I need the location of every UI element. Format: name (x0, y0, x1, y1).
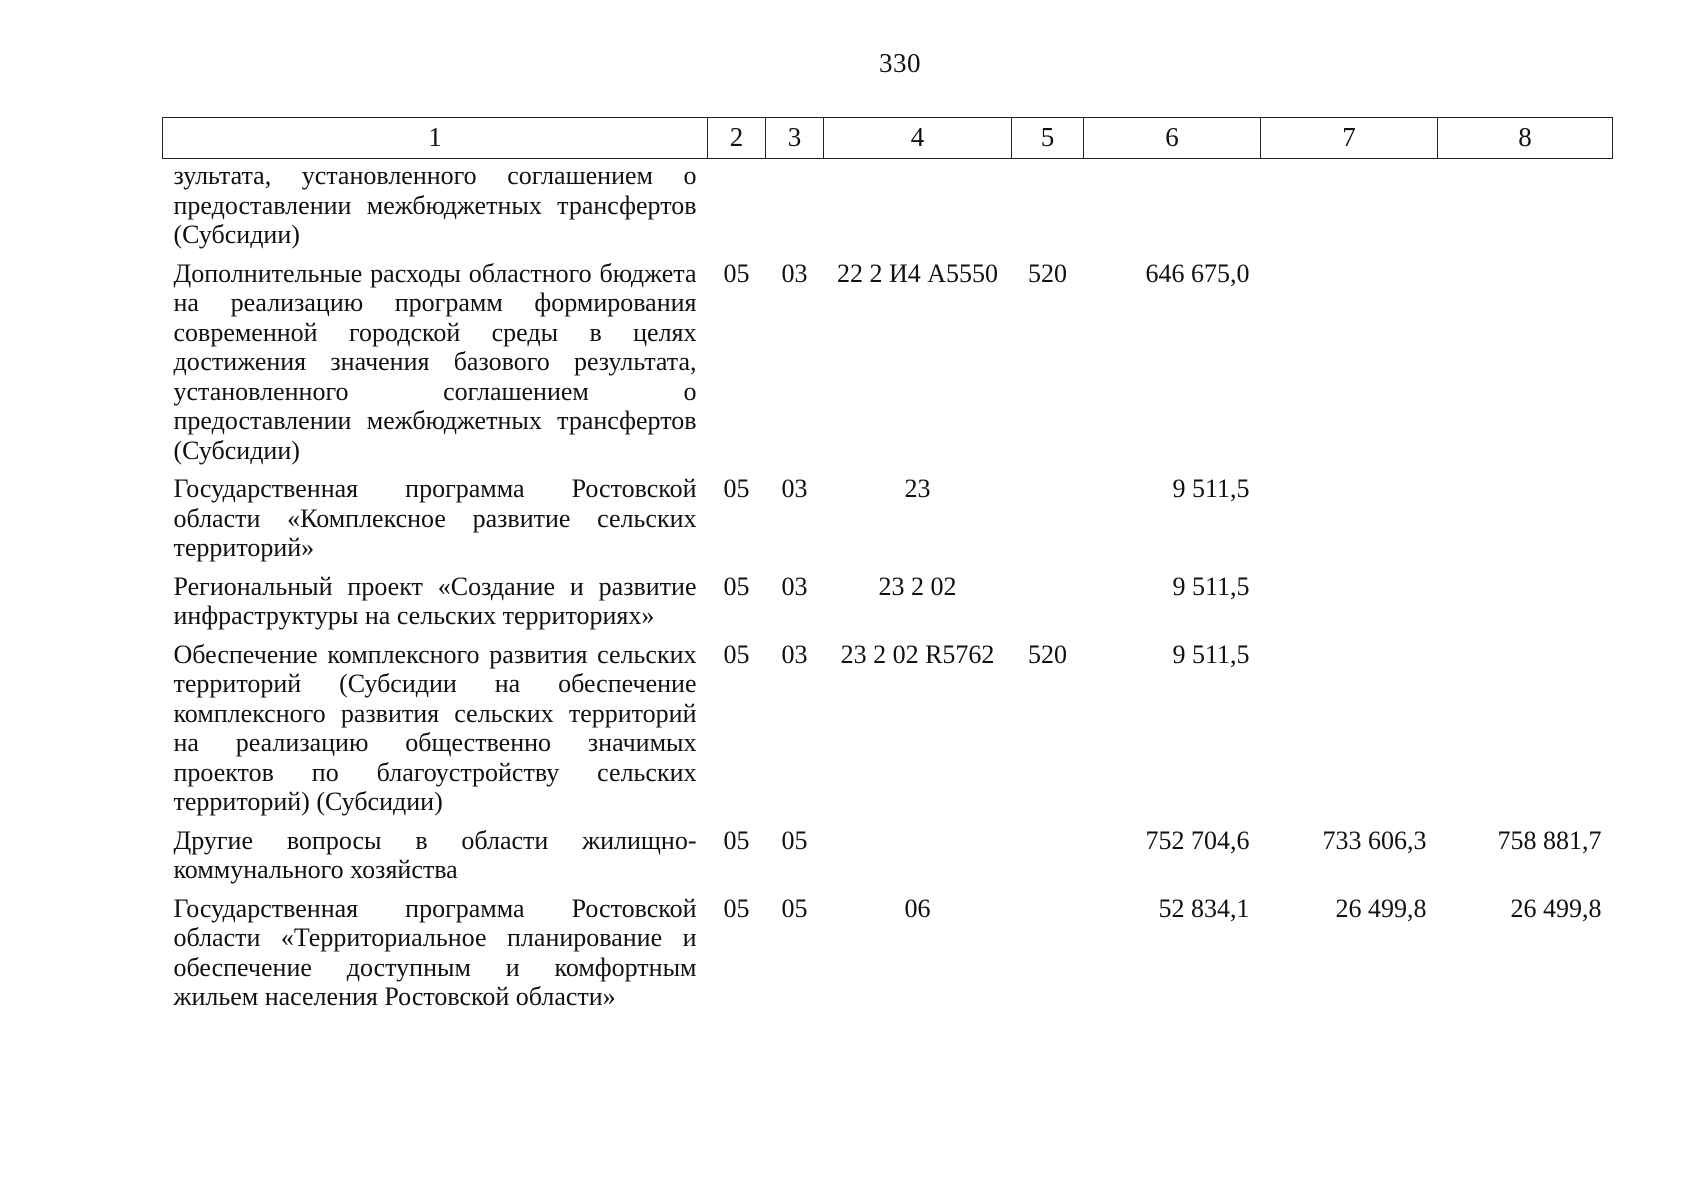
table-row (163, 572, 1613, 640)
row-name: Государственная программа Ростовской области «Комплексное развитие сельских территорий» (173, 474, 697, 562)
row-sum-2 (1261, 474, 1438, 572)
page-number: 330 (879, 48, 921, 78)
row-name: Дополнительные расходы областного бюджета на реализацию программ формирования современной городской среды в целях достижения значения базового результата, установленного соглашением о предоставлении межбюджетных трансфертов (Субсидии) (173, 258, 697, 465)
table-row (163, 826, 1613, 894)
row-sum-3 (1438, 259, 1613, 475)
column-header-8: 8 (1438, 118, 1613, 159)
row-sum-1: 9 511,5 (1172, 474, 1250, 503)
row-sum-1: 52 834,1 (1158, 893, 1250, 923)
row-sum-3 (1438, 640, 1613, 826)
table-row (163, 159, 1613, 259)
row-subsection: 05 (781, 893, 808, 923)
row-sum-1: 9 511,5 (1172, 639, 1250, 669)
row-sum-3 (1438, 474, 1613, 572)
row-sum-1: 646 675,0 (1145, 258, 1250, 288)
table-header (163, 118, 1613, 159)
row-sum-2: 733 606,3 (1322, 825, 1427, 855)
row-expense-type (1012, 894, 1084, 1021)
row-sum-3: 26 499,8 (1510, 893, 1602, 923)
table-row (163, 259, 1613, 475)
row-sum-1: 9 511,5 (1172, 571, 1250, 601)
row-section: 05 (723, 571, 750, 601)
row-target-article: 06 (904, 893, 931, 923)
column-header-3: 3 (766, 118, 824, 159)
row-subsection: 03 (781, 474, 808, 503)
column-header-1: 1 (163, 118, 708, 159)
budget-table (162, 117, 1613, 1021)
row-expense-type: 520 (1028, 258, 1067, 288)
row-section: 05 (723, 258, 750, 288)
row-name: зультата, установленного соглашением о предоставлении межбюджетных трансфертов (Субсидии) (173, 161, 697, 249)
column-header-7: 7 (1261, 118, 1438, 159)
row-sum-2 (1261, 259, 1438, 475)
row-sum-3 (1438, 572, 1613, 640)
row-expense-type: 520 (1028, 639, 1067, 669)
row-section: 05 (723, 474, 750, 503)
table-row (163, 894, 1613, 1021)
row-section: 05 (723, 825, 750, 855)
row-sum-2 (1261, 572, 1438, 640)
row-sum-1: 752 704,6 (1145, 825, 1250, 855)
column-header-6: 6 (1084, 118, 1261, 159)
row-section: 05 (723, 639, 750, 669)
row-sum-3: 758 881,7 (1497, 825, 1602, 855)
row-sum-2 (1261, 159, 1438, 259)
row-expense-type (1012, 572, 1084, 640)
column-header-4: 4 (824, 118, 1012, 159)
row-subsection (766, 159, 824, 259)
row-section: 05 (723, 893, 750, 923)
row-subsection: 03 (781, 571, 808, 601)
row-sum-2: 26 499,8 (1335, 893, 1427, 923)
row-name: Другие вопросы в области жилищно-коммунального хозяйства (173, 825, 697, 884)
row-subsection: 03 (781, 639, 808, 669)
row-sum-2 (1261, 640, 1438, 826)
column-header-2: 2 (708, 118, 766, 159)
row-target-article (824, 159, 1012, 259)
table-row (163, 474, 1613, 572)
row-target-article: 23 2 02 R5762 (840, 639, 995, 669)
row-sum-1 (1084, 159, 1261, 259)
row-target-article: 22 2 И4 А5550 (836, 258, 999, 288)
row-target-article: 23 (904, 474, 931, 503)
table-body (163, 159, 1613, 1021)
row-expense-type (1012, 159, 1084, 259)
row-target-article: 23 2 02 (878, 571, 957, 601)
row-subsection: 03 (781, 258, 808, 288)
table-row (163, 640, 1613, 826)
row-expense-type (1012, 826, 1084, 894)
row-name: Государственная программа Ростовской области «Территориальное планирование и обеспечение доступным и комфортным жильем населения Ростовской области» (173, 893, 697, 1011)
header-row (163, 118, 1613, 159)
column-header-5: 5 (1012, 118, 1084, 159)
row-subsection: 05 (781, 825, 808, 855)
row-name: Региональный проект «Создание и развитие инфраструктуры на сельских территориях» (173, 571, 697, 630)
row-section (708, 159, 766, 259)
row-target-article (824, 826, 1012, 894)
row-name: Обеспечение комплексного развития сельских территорий (Субсидии на обеспечение комплексного развития сельских территорий на реализацию общественно значимых проектов по благоустройству сельских территорий) (Субсидии) (173, 639, 697, 816)
row-expense-type (1012, 474, 1084, 572)
row-sum-3 (1438, 159, 1613, 259)
